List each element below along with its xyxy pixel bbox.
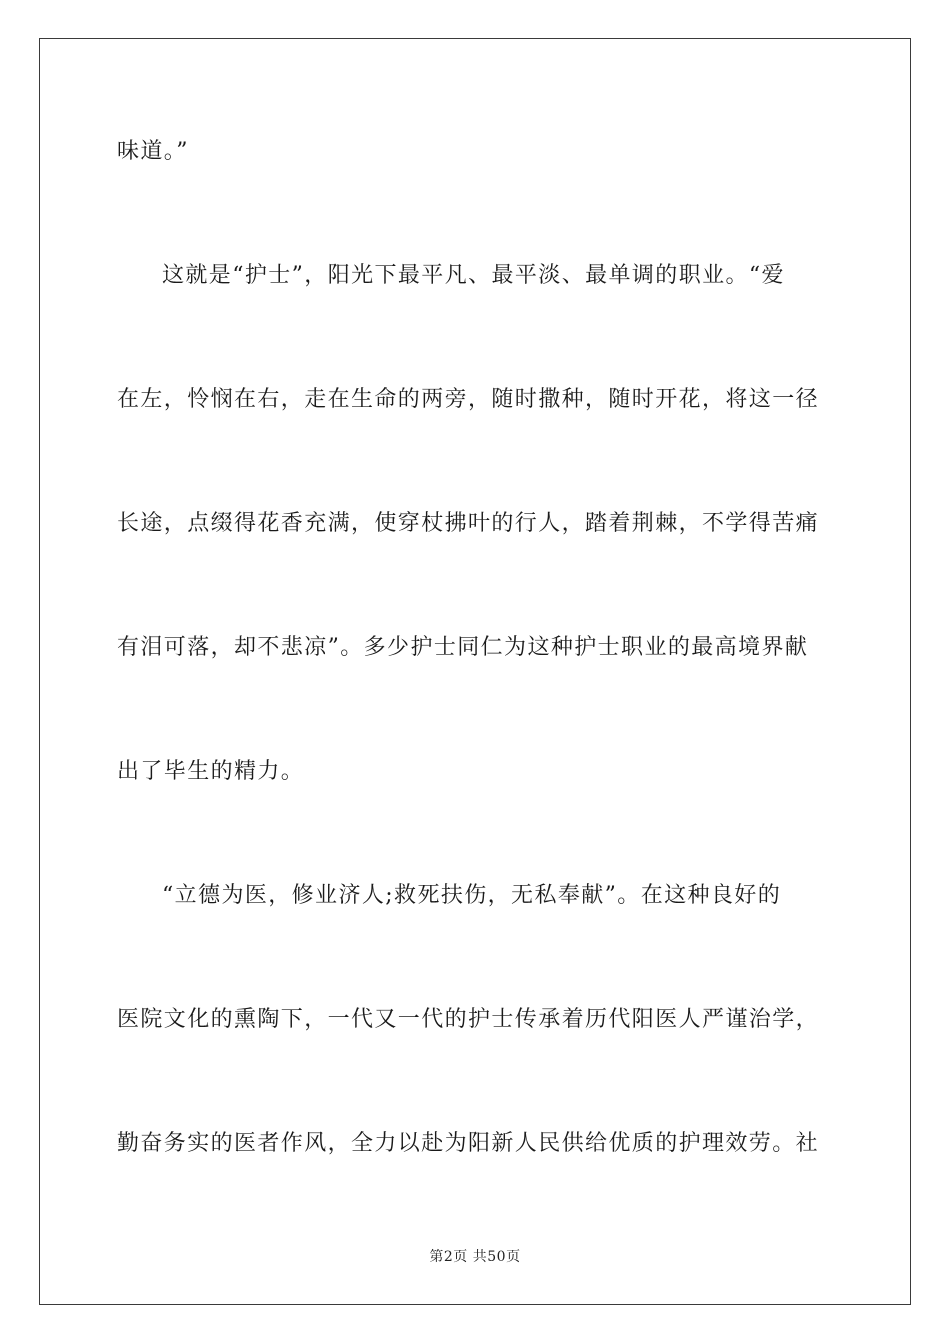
text-line: 出了毕生的精力。 (117, 759, 305, 784)
text-line: 勤奋务实的医者作风，全力以赴为阳新人民供给优质的护理效劳。社 (117, 1131, 820, 1156)
text-line: 在左，怜悯在右，走在生命的两旁，随时撒种，随时开花，将这一径 (117, 387, 820, 412)
total-pages: 共50页 (472, 1249, 521, 1265)
page-frame (39, 38, 911, 1305)
paragraph-start-line: “立德为医，修业济人;救死扶伤，无私奉献”。在这种良好的 (162, 883, 782, 908)
paragraph-start-line: 这就是“护士”，阳光下最平凡、最平淡、最单调的职业。“爱 (162, 263, 785, 288)
text-line: 医院文化的熏陶下，一代又一代的护士传承着历代阳医人严谨治学， (117, 1007, 820, 1032)
text-line: 有泪可落，却不悲凉”。多少护士同仁为这种护士职业的最高境界献 (117, 635, 809, 660)
page-footer (0, 1248, 950, 1266)
page-number: 第2页 (429, 1249, 468, 1265)
text-line: 味道。” (117, 139, 189, 164)
text-line: 长途，点缀得花香充满，使穿杖拂叶的行人，踏着荆棘，不学得苦痛 (117, 511, 820, 536)
